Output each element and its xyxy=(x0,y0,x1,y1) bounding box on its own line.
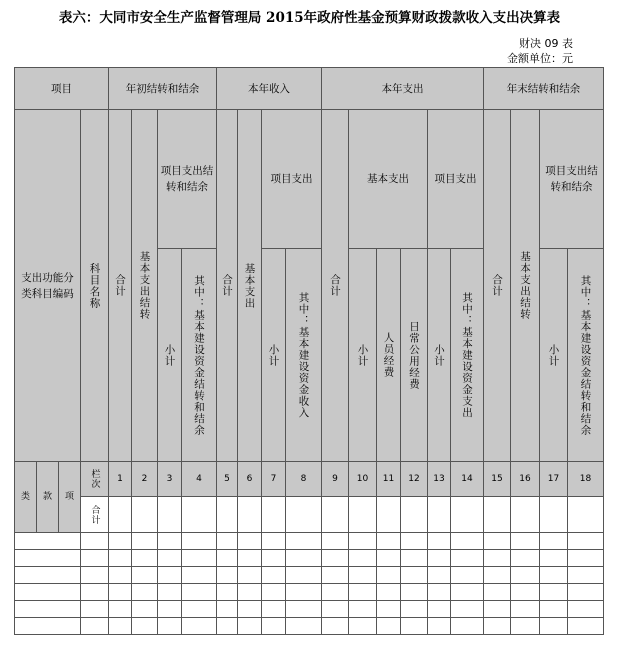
header-begin-proj-carry: 项目支出结转和结余 xyxy=(157,109,217,249)
table-row-cell xyxy=(216,600,238,618)
header-expense-proj-subtotal: 小计 xyxy=(427,248,451,462)
column-number: 2 xyxy=(131,461,158,497)
table-row-cell xyxy=(483,549,511,567)
table-row-cell xyxy=(261,566,286,584)
total-cell xyxy=(539,496,568,533)
table-row-cell xyxy=(261,600,286,618)
table-row-cell xyxy=(237,617,262,635)
table-row-cell xyxy=(539,566,568,584)
table-row-cell xyxy=(108,549,132,567)
table-row-cell xyxy=(376,532,401,550)
table-row-cell xyxy=(450,583,484,601)
total-cell xyxy=(348,496,377,533)
table-row-cell xyxy=(510,532,540,550)
table-row-cell xyxy=(348,617,377,635)
table-row-cell xyxy=(510,566,540,584)
table-row-cell xyxy=(237,583,262,601)
column-number: 5 xyxy=(216,461,238,497)
total-cell xyxy=(108,496,132,533)
table-row-cell xyxy=(539,600,568,618)
header-end-total: 合计 xyxy=(483,109,511,462)
table-row-cell xyxy=(539,583,568,601)
table-row-cell xyxy=(131,566,158,584)
table-row-code-cell xyxy=(14,600,81,618)
table-row-cell xyxy=(261,549,286,567)
column-number: 13 xyxy=(427,461,451,497)
column-number: 16 xyxy=(510,461,540,497)
table-row-cell xyxy=(510,600,540,618)
table-row-name-cell xyxy=(80,549,109,567)
page-title: 表六：大同市安全生产监督管理局 2015年政府性基金预算财政拨款收入支出决算表 xyxy=(58,10,561,26)
table-row-cell xyxy=(321,617,349,635)
column-number: 4 xyxy=(181,461,217,497)
column-number: 3 xyxy=(157,461,182,497)
code-xiang: 项 xyxy=(58,461,81,533)
header-end-subtotal: 小计 xyxy=(539,248,568,462)
table-row-cell xyxy=(400,600,428,618)
header-begin-subtotal: 小计 xyxy=(157,248,182,462)
table-row-cell xyxy=(539,617,568,635)
table-row-code-cell xyxy=(14,566,81,584)
table-row-cell xyxy=(285,532,322,550)
table-row-cell xyxy=(510,549,540,567)
grand-total-label: 合计 xyxy=(80,496,109,533)
table-row-cell xyxy=(348,549,377,567)
header-expense-personnel: 人员经费 xyxy=(376,248,401,462)
table-row-cell xyxy=(348,600,377,618)
table-row-cell xyxy=(567,583,604,601)
table-row-cell xyxy=(427,617,451,635)
table-row-cell xyxy=(321,566,349,584)
table-row-cell xyxy=(285,566,322,584)
table-row-cell xyxy=(321,583,349,601)
table-row-cell xyxy=(108,583,132,601)
table-row-cell xyxy=(321,549,349,567)
table-row-cell xyxy=(376,600,401,618)
header-begin-capital: 其中：基本建设资金结转和结余 xyxy=(181,248,217,462)
table-row-cell xyxy=(157,600,182,618)
header-income-capital: 其中：基本建设资金收入 xyxy=(285,248,322,462)
header-expense-basic: 基本支出 xyxy=(348,109,428,249)
header-begin-balance: 年初结转和结余 xyxy=(108,67,217,110)
table-row-cell xyxy=(181,617,217,635)
total-cell xyxy=(181,496,217,533)
table-row-cell xyxy=(321,532,349,550)
column-number: 14 xyxy=(450,461,484,497)
table-row-cell xyxy=(376,566,401,584)
column-number: 10 xyxy=(348,461,377,497)
table-row-code-cell xyxy=(14,617,81,635)
currency-unit: 金额单位：元 xyxy=(507,52,573,65)
table-row-cell xyxy=(285,617,322,635)
table-row-cell xyxy=(400,583,428,601)
column-number: 1 xyxy=(108,461,132,497)
table-row-cell xyxy=(450,532,484,550)
table-row-name-cell xyxy=(80,566,109,584)
table-row-cell xyxy=(567,566,604,584)
table-row-cell xyxy=(216,549,238,567)
table-row-cell xyxy=(181,532,217,550)
table-row-cell xyxy=(261,532,286,550)
table-row-cell xyxy=(348,532,377,550)
table-row-cell xyxy=(216,532,238,550)
header-expense-capital: 其中：基本建设资金支出 xyxy=(450,248,484,462)
header-item: 项目 xyxy=(14,67,109,110)
column-number-label: 栏次 xyxy=(80,461,109,497)
header-end-proj-carry: 项目支出结转和结余 xyxy=(539,109,604,249)
table-row-cell xyxy=(181,600,217,618)
table-row-cell xyxy=(157,566,182,584)
table-row-cell xyxy=(483,532,511,550)
table-row-cell xyxy=(539,549,568,567)
table-row-name-cell xyxy=(80,617,109,635)
table-row-cell xyxy=(427,600,451,618)
table-row-cell xyxy=(427,583,451,601)
table-row-cell xyxy=(216,583,238,601)
table-row-cell xyxy=(157,617,182,635)
column-number: 9 xyxy=(321,461,349,497)
column-number: 6 xyxy=(237,461,262,497)
header-income-proj: 项目支出 xyxy=(261,109,322,249)
table-row-cell xyxy=(400,617,428,635)
header-expense-total: 合计 xyxy=(321,109,349,462)
column-number: 17 xyxy=(539,461,568,497)
total-cell xyxy=(237,496,262,533)
table-row-cell xyxy=(108,617,132,635)
total-cell xyxy=(427,496,451,533)
header-expense-proj: 项目支出 xyxy=(427,109,484,249)
table-row-cell xyxy=(427,566,451,584)
table-row-cell xyxy=(539,532,568,550)
total-cell xyxy=(450,496,484,533)
header-subject-name: 科目名称 xyxy=(80,109,109,462)
table-row-cell xyxy=(216,617,238,635)
table-row-cell xyxy=(450,549,484,567)
column-number: 12 xyxy=(400,461,428,497)
column-number: 7 xyxy=(261,461,286,497)
table-row-cell xyxy=(483,600,511,618)
table-row-cell xyxy=(483,617,511,635)
table-row-cell xyxy=(510,583,540,601)
table-row-cell xyxy=(348,583,377,601)
total-cell xyxy=(400,496,428,533)
table-row-cell xyxy=(400,549,428,567)
total-cell xyxy=(321,496,349,533)
form-number: 财决 09 表 xyxy=(519,37,573,50)
table-row-name-cell xyxy=(80,600,109,618)
table-row-cell xyxy=(427,532,451,550)
table-row-cell xyxy=(450,600,484,618)
table-row-cell xyxy=(108,566,132,584)
table-row-cell xyxy=(261,617,286,635)
table-row-cell xyxy=(567,549,604,567)
total-cell xyxy=(261,496,286,533)
header-end-capital: 其中：基本建设资金结转和结余 xyxy=(567,248,604,462)
code-lei: 类 xyxy=(14,461,37,533)
table-row-cell xyxy=(400,532,428,550)
header-begin-total: 合计 xyxy=(108,109,132,462)
table-row-cell xyxy=(237,566,262,584)
table-row-cell xyxy=(108,600,132,618)
table-row-cell xyxy=(237,549,262,567)
table-row-cell xyxy=(450,617,484,635)
table-row-cell xyxy=(285,600,322,618)
column-number: 15 xyxy=(483,461,511,497)
table-row-cell xyxy=(400,566,428,584)
table-row-cell xyxy=(376,549,401,567)
table-row-cell xyxy=(237,532,262,550)
table-row-cell xyxy=(321,600,349,618)
table-row-cell xyxy=(376,617,401,635)
table-row-cell xyxy=(157,583,182,601)
header-end-basic-carry: 基本支出结转 xyxy=(510,109,540,462)
table-row-cell xyxy=(261,583,286,601)
table-row-cell xyxy=(483,583,511,601)
header-func-code: 支出功能分类科目编码 xyxy=(14,109,81,462)
code-kuan: 款 xyxy=(36,461,59,533)
header-income: 本年收入 xyxy=(216,67,322,110)
table-row-cell xyxy=(131,583,158,601)
table-row-name-cell xyxy=(80,583,109,601)
header-income-total: 合计 xyxy=(216,109,238,462)
table-row-cell xyxy=(157,532,182,550)
table-row-cell xyxy=(348,566,377,584)
header-income-basic: 基本支出 xyxy=(237,109,262,462)
table-row-cell xyxy=(483,566,511,584)
table-row-cell xyxy=(427,549,451,567)
table-row-code-cell xyxy=(14,532,81,550)
table-row-code-cell xyxy=(14,583,81,601)
header-end-balance: 年末结转和结余 xyxy=(483,67,604,110)
total-cell xyxy=(483,496,511,533)
total-cell xyxy=(131,496,158,533)
header-expense: 本年支出 xyxy=(321,67,484,110)
table-row-cell xyxy=(376,583,401,601)
total-cell xyxy=(376,496,401,533)
table-row-cell xyxy=(285,549,322,567)
table-row-cell xyxy=(237,600,262,618)
table-row-cell xyxy=(181,566,217,584)
table-row-cell xyxy=(567,532,604,550)
column-number: 8 xyxy=(285,461,322,497)
header-begin-basic-carry: 基本支出结转 xyxy=(131,109,158,462)
table-row-cell xyxy=(450,566,484,584)
header-expense-basic-subtotal: 小计 xyxy=(348,248,377,462)
table-row-cell xyxy=(131,600,158,618)
table-row-cell xyxy=(567,600,604,618)
table-row-cell xyxy=(131,532,158,550)
total-cell xyxy=(567,496,604,533)
column-number: 11 xyxy=(376,461,401,497)
table-row-cell xyxy=(181,583,217,601)
total-cell xyxy=(157,496,182,533)
table-row-cell xyxy=(216,566,238,584)
table-row-cell xyxy=(510,617,540,635)
total-cell xyxy=(216,496,238,533)
table-row-cell xyxy=(285,583,322,601)
table-row-cell xyxy=(181,549,217,567)
table-row-cell xyxy=(131,617,158,635)
table-row-cell xyxy=(157,549,182,567)
table-row-name-cell xyxy=(80,532,109,550)
header-expense-daily: 日常公用经费 xyxy=(400,248,428,462)
table-row-code-cell xyxy=(14,549,81,567)
table-row-cell xyxy=(108,532,132,550)
total-cell xyxy=(285,496,322,533)
total-cell xyxy=(510,496,540,533)
header-income-subtotal: 小计 xyxy=(261,248,286,462)
column-number: 18 xyxy=(567,461,604,497)
table-row-cell xyxy=(567,617,604,635)
table-row-cell xyxy=(131,549,158,567)
